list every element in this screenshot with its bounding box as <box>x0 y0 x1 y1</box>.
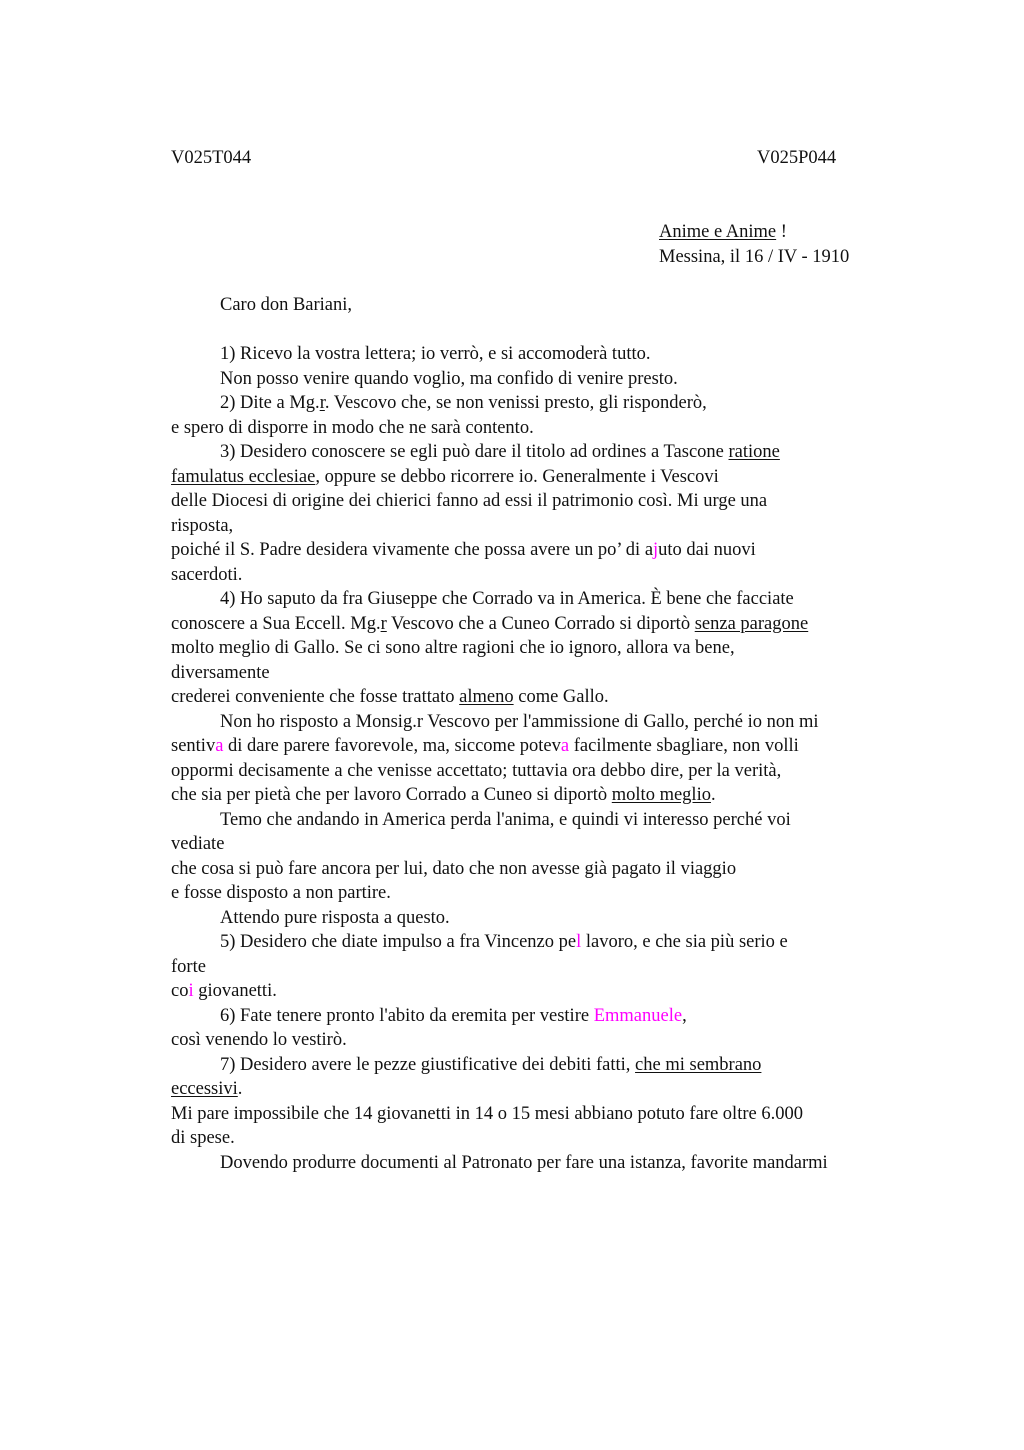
place-date-block <box>659 220 849 269</box>
text-line: molto meglio di Gallo. Se ci sono altre ragioni che io ignoro, allora va bene, <box>171 638 735 658</box>
text-line: Mi pare impossibile che 14 giovanetti in 14 o 15 mesi abbiano potuto fare oltre 6.000 <box>171 1103 803 1124</box>
text-line: di spese. <box>171 1128 235 1148</box>
letter-motto: Anime e Anime ! <box>659 222 787 242</box>
text-line: diversamente <box>171 662 270 683</box>
text-line: 6) Fate tenere pronto l'abito da eremita per vestire Emmanuele, <box>220 1005 687 1026</box>
text-line: 2) Dite a Mg.r. Vescovo che, se non venissi presto, gli risponderò, <box>220 393 707 413</box>
text-line: famulatus ecclesiae, oppure se debbo ricorrere io. Generalmente i Vescovi <box>171 466 719 487</box>
header-left-code: V025T044 <box>171 148 252 168</box>
letter-body <box>171 293 911 1175</box>
text-line: Attendo pure risposta a questo. <box>220 907 450 928</box>
text-line: Non posso venire quando voglio, ma confido di venire presto. <box>220 368 678 389</box>
text-line: poiché il S. Padre desidera vivamente che possa avere un po’ di ajuto dai nuovi <box>171 540 756 560</box>
letter-date: Messina, il 16 / IV - 1910 <box>659 246 850 267</box>
text-line: e fosse disposto a non partire. <box>171 883 391 903</box>
salutation: Caro don Bariani, <box>220 295 353 315</box>
text-line: e spero di disporre in modo che ne sarà contento. <box>171 417 534 438</box>
text-line: Temo che andando in America perda l'anima, e quindi vi interesso perché voi <box>220 809 791 830</box>
text-line: così venendo lo vestirò. <box>171 1030 347 1050</box>
text-line: sacerdoti. <box>171 564 243 585</box>
text-line: vediate <box>171 834 225 854</box>
text-line: 5) Desidero che diate impulso a fra Vincenzo pel lavoro, e che sia più serio e <box>220 932 788 952</box>
text-line: eccessivi. <box>171 1079 243 1099</box>
text-line: sentiva di dare parere favorevole, ma, siccome poteva facilmente sbagliare, non volli <box>171 736 799 756</box>
text-line: che sia per pietà che per lavoro Corrado a Cuneo si diportò molto meglio. <box>171 785 716 805</box>
text-line: 4) Ho saputo da fra Giuseppe che Corrado va in America. È bene che facciate <box>220 589 794 609</box>
text-line: crederei conveniente che fosse trattato almeno come Gallo. <box>171 687 609 707</box>
text-line: delle Diocesi di origine dei chierici fanno ad essi il patrimonio così. Mi urge una <box>171 491 768 511</box>
text-line: risposta, <box>171 515 234 536</box>
text-line: Dovendo produrre documenti al Patronato per fare una istanza, favorite mandarmi <box>220 1152 828 1173</box>
text-line: conoscere a Sua Eccell. Mg.r Vescovo che a Cuneo Corrado si diportò senza paragone <box>171 613 809 634</box>
text-line: 3) Desidero conoscere se egli può dare il titolo ad ordines a Tascone ratione <box>220 442 780 462</box>
text-line: 7) Desidero avere le pezze giustificative dei debiti fatti, che mi sembrano <box>220 1054 762 1075</box>
header-right-code: V025P044 <box>757 148 837 168</box>
text-line: oppormi decisamente a che venisse accettato; tuttavia ora debbo dire, per la verità, <box>171 760 782 781</box>
text-line: che cosa si può fare ancora per lui, dato che non avesse già pagato il viaggio <box>171 858 737 879</box>
text-line: coi giovanetti. <box>171 981 277 1001</box>
text-line: 1) Ricevo la vostra lettera; io verrò, e si accomoderà tutto. <box>220 344 651 364</box>
text-line: forte <box>171 956 206 977</box>
text-line: Non ho risposto a Monsig.r Vescovo per l'ammissione di Gallo, perché io non mi <box>220 711 819 732</box>
